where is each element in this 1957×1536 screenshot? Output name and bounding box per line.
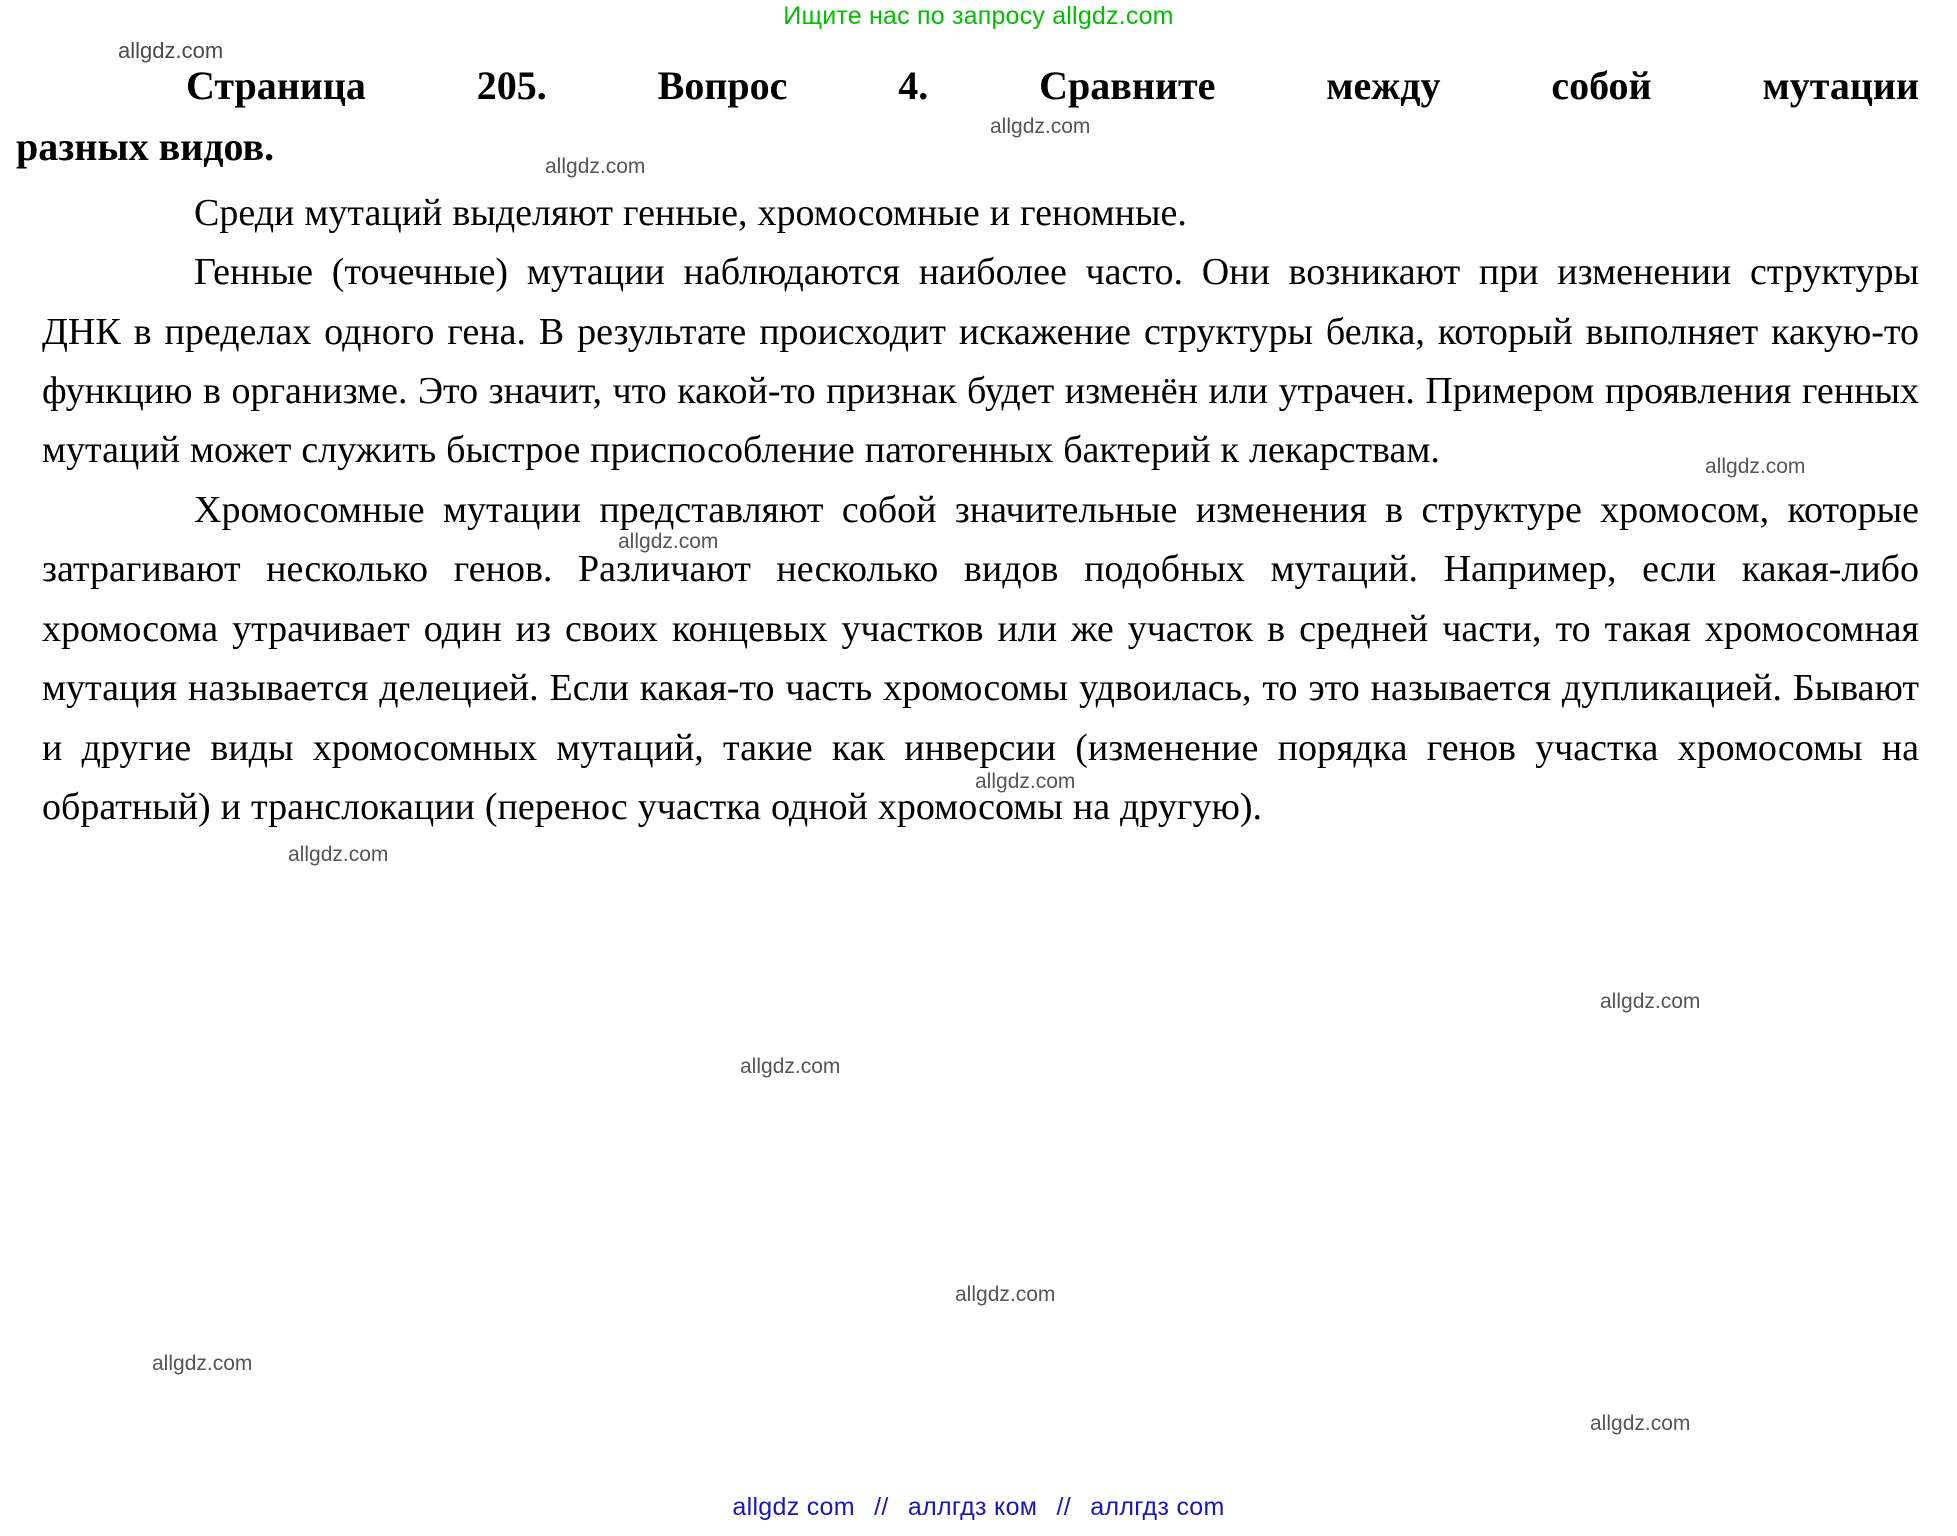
- watermark: allgdz.com: [975, 770, 1076, 793]
- watermark: allgdz.com: [288, 843, 389, 866]
- top-promo-banner: Ищите нас по запросу allgdz.com: [783, 2, 1174, 30]
- watermark: allgdz.com: [990, 115, 1091, 138]
- watermark: allgdz.com: [152, 1352, 253, 1375]
- watermark: allgdz.com: [955, 1283, 1056, 1306]
- paragraph-1: Среди мутаций выделяют генные, хромосомные и геномные.: [194, 191, 1187, 234]
- footer-separator-2: //: [1056, 1493, 1072, 1521]
- document-content: [16, 56, 1941, 838]
- watermark: allgdz.com: [545, 155, 646, 178]
- watermark: allgdz.com: [1705, 455, 1806, 478]
- paragraph-3: Хромосомные мутации представляют собой значительные изменения в структуре хромосом, которые затрагивают несколько генов. Различают несколько видов подобных мутаций. Например, если какая-либо хромосома утрачивает один из своих концевых участков или же участок в средней части, то такая хромосомная мутация называется делецией. Если какая-то часть хромосомы удвоилась, то это называется дупликацией. Бывают и другие виды хромосомных мутаций, такие как инверсии (изменение порядка генов участка хромосомы на обратный) и транслокации (перенос участка одной хромосомы на другую).: [42, 488, 1919, 829]
- paragraph-2: Генные (точечные) мутации наблюдаются наиболее часто. Они возникают при изменении структуры ДНК в пределах одного гена. В результате происходит искажение структуры белка, который выполняет какую-то функцию в организме. Это значит, что какой-то признак будет изменён или утрачен. Примером проявления генных мутаций может служить быстрое приспособление патогенных бактерий к лекарствам.: [42, 251, 1919, 472]
- footer-separator-1: //: [874, 1493, 889, 1521]
- watermark: allgdz.com: [1600, 990, 1701, 1013]
- watermark: allgdz.com: [740, 1055, 841, 1078]
- footer-item-2: аллгдз ком: [907, 1493, 1038, 1521]
- corner-watermark: allgdz.com: [118, 38, 224, 63]
- footer-item-3: аллгдз com: [1090, 1493, 1225, 1521]
- watermark: allgdz.com: [1590, 1412, 1691, 1435]
- page-title-line-1: Страница 205. Вопрос 4. Сравните между собой мутации: [186, 63, 1919, 108]
- footer-bar: [0, 1493, 1957, 1522]
- footer-item-1: allgdz com: [732, 1493, 855, 1521]
- watermark: allgdz.com: [618, 530, 719, 553]
- page-title: [16, 56, 1941, 178]
- page-title-line-2: разных видов.: [16, 123, 275, 169]
